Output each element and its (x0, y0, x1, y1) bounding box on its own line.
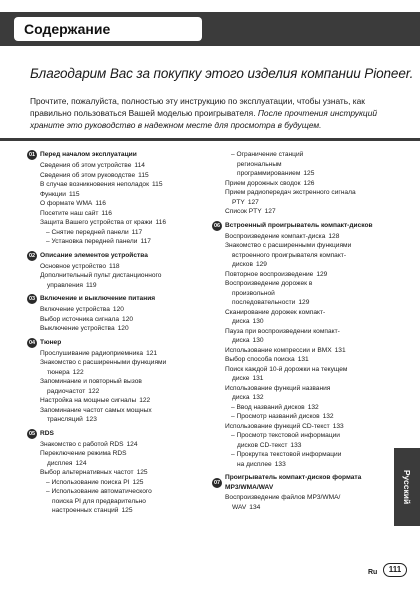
toc-page-number: 124 (126, 440, 138, 448)
toc-page-number: 117 (131, 228, 143, 236)
toc-page-number: 132 (252, 394, 264, 401)
page-number: 111 (383, 563, 407, 577)
toc-section (28, 251, 203, 291)
toc-entry (40, 305, 203, 315)
toc-page-number: 128 (328, 232, 340, 240)
toc-entry-text: О формате WMA (40, 200, 93, 207)
page-title: Содержание (14, 17, 202, 41)
toc-page-number: 132 (322, 413, 334, 420)
toc-entry (40, 281, 203, 291)
toc-entry-text: радиочастот (47, 387, 86, 395)
section-heading (212, 221, 388, 231)
toc-page-number: 121 (146, 349, 158, 357)
toc-entry-text: дисплея (47, 459, 73, 467)
toc-entry (225, 298, 388, 308)
language-side-label: Русский (402, 469, 412, 505)
toc-entry (225, 374, 388, 384)
toc-entry (225, 232, 388, 242)
toc-page-number: 116 (95, 200, 106, 207)
toc-entry (225, 493, 388, 503)
toc-page-number: 120 (117, 325, 129, 332)
toc-entry-text: Прием радиопередач экстренного сигнала (225, 189, 356, 196)
toc-entry-text: Воспроизведение компакт-диска (225, 232, 326, 240)
toc-entry-text: дисков (232, 261, 253, 268)
toc-entry (40, 171, 203, 181)
toc-section (28, 150, 203, 247)
toc-entry (225, 393, 388, 403)
toc-page-number: 125 (121, 507, 133, 514)
toc-page-number: 131 (252, 375, 264, 382)
section-number-badge: 05 (28, 430, 36, 437)
toc-entry-text: В случае возникновения неполадок (40, 181, 149, 188)
toc-page-number: 116 (155, 219, 166, 226)
toc-entry (225, 384, 388, 394)
toc-page-number: 115 (138, 171, 149, 179)
section-title: Встроенный проигрыватель компакт-дисков (225, 221, 373, 229)
toc-entry-text: последовательности (232, 299, 296, 306)
toc-entry (225, 346, 388, 356)
toc-entry (40, 180, 203, 190)
toc-entry (225, 365, 388, 375)
toc-entry-text: Повторное воспроизведение (225, 270, 314, 278)
toc-entry (40, 190, 203, 200)
toc-entry-text: дисков CD-текст (237, 441, 288, 449)
toc-entry (40, 262, 203, 272)
toc-right-column (213, 150, 388, 516)
toc-entry-text: региональным (237, 160, 282, 168)
toc-page-number: 122 (139, 397, 151, 404)
section-title: Перед началом эксплуатации (40, 151, 137, 159)
section-number-badge: 02 (28, 252, 36, 259)
toc-page-number: 126 (303, 179, 315, 187)
toc-page-number: 120 (122, 315, 134, 323)
toc-entry-text: произвольной (232, 289, 275, 297)
toc-entry-text: – Установка передней панели (46, 238, 138, 245)
section-number-badge: 07 (213, 479, 221, 486)
toc-entry-text: диске (232, 375, 250, 382)
toc-entry (40, 349, 203, 359)
toc-page-number: 122 (88, 387, 100, 395)
toc-entry (40, 218, 203, 228)
toc-entry-text: Переключение режима RDS (40, 450, 127, 457)
section-heading (27, 150, 203, 160)
toc-entry-text: Выбор источника сигнала (40, 315, 120, 323)
section-number-badge: 01 (28, 152, 36, 158)
toc-entry (225, 317, 388, 327)
toc-entry-text: Выбор способа поиска (225, 356, 295, 363)
toc-entry-text: Сканирование дорожек компакт- (225, 308, 326, 316)
toc-page-number: 114 (134, 162, 145, 169)
toc-entry-text: Воспроизведение дорожек в (225, 280, 313, 287)
section-number-badge: 06 (213, 222, 221, 229)
toc-entry (225, 251, 388, 261)
toc-page-number: 130 (252, 318, 264, 325)
section-number-badge: 03 (28, 296, 36, 302)
toc-entry (40, 506, 203, 516)
toc-entry (40, 161, 203, 171)
toc-page-number: 133 (332, 422, 344, 430)
language-code: Ru (368, 569, 378, 576)
intro-paragraph (30, 95, 392, 131)
toc-page-number: 116 (101, 209, 112, 217)
toc-entry (40, 497, 203, 507)
toc-entry-text: Посетите наш сайт (40, 209, 99, 217)
section-divider (0, 138, 420, 141)
toc-page-number: 120 (112, 306, 124, 313)
toc-page-number: 127 (264, 208, 276, 215)
toc-entry-text: управления (47, 281, 83, 289)
toc-entry-text: Настройка на мощные сигналы (40, 397, 137, 404)
toc-entry (225, 355, 388, 365)
toc-entry (40, 487, 203, 497)
toc-entry (40, 228, 203, 238)
toc-entry-text: диска (232, 318, 250, 325)
toc-entry-text: Основное устройство (40, 262, 107, 270)
toc-entry-text: – Использование автоматического (46, 488, 152, 495)
toc-page-number: 129 (316, 270, 328, 278)
toc-entry-text: Использование функций названия (225, 384, 331, 392)
toc-entry (40, 271, 203, 281)
toc-entry (40, 459, 203, 469)
toc-entry (225, 289, 388, 299)
toc-entry-text: Включение устройства (40, 306, 110, 313)
section-number-badge: 04 (28, 339, 36, 346)
toc-entry (40, 387, 203, 397)
toc-entry (40, 406, 203, 416)
toc-entry-text: Прослушивание радиоприемника (40, 349, 144, 357)
toc-entry-text: диска (232, 394, 250, 401)
toc-entry-text: – Ограничение станций (231, 151, 304, 158)
toc-entry (225, 188, 388, 198)
toc-entry-text: Выключение устройства (40, 325, 115, 332)
toc-page-number: 131 (297, 356, 309, 363)
toc-section (28, 338, 203, 425)
toc-entry-text: трансляций (47, 416, 83, 423)
toc-entry-text: PTY (232, 198, 245, 206)
toc-page-number: 125 (303, 170, 315, 177)
toc-page-number: 132 (307, 403, 319, 411)
toc-entry (225, 441, 388, 451)
toc-entry-text: Дополнительный пульт дистанционного (40, 272, 162, 279)
toc-entry (40, 324, 203, 334)
toc-section (213, 221, 388, 470)
section-title: Тюнер (40, 338, 62, 346)
toc-page-number: 117 (140, 238, 151, 245)
toc-section (213, 150, 388, 217)
toc-entry-text: Поиск каждой 10-й дорожки на текущем (225, 365, 348, 373)
toc-entry (225, 179, 388, 189)
toc-page-number: 129 (255, 261, 267, 268)
section-heading (27, 429, 203, 439)
toc-entry (225, 431, 388, 441)
toc-entry (40, 315, 203, 325)
toc-page-number: 130 (252, 337, 264, 344)
section-title: RDS (40, 429, 54, 437)
toc-entry-text: Знакомство с расширенными функциями (225, 242, 352, 249)
toc-entry (225, 422, 388, 432)
toc-page-number: 122 (72, 368, 84, 376)
toc-entry (40, 199, 203, 209)
toc-entry (225, 169, 388, 179)
toc-entry (40, 415, 203, 425)
section-title: Проигрыватель компакт-дисков формата MP3/WMA/WAV (225, 474, 362, 491)
toc-entry (225, 279, 388, 289)
toc-page-number: 125 (136, 469, 148, 476)
toc-entry (225, 403, 388, 413)
toc-page-number: 133 (290, 441, 302, 449)
toc-entry (225, 450, 388, 460)
toc-page-number: 127 (247, 198, 259, 206)
toc-entry-text: – Просмотр названий дисков (231, 413, 320, 420)
toc-page-number: 119 (85, 281, 97, 289)
toc-entry (225, 241, 388, 251)
toc-entry (40, 478, 203, 488)
toc-entry (40, 368, 203, 378)
toc-page-number: 124 (75, 459, 87, 467)
toc-entry-text: Использование функций CD-текст (225, 422, 330, 430)
intro-text: Прочтите, пожалуйста, полностью эту инструкцию по эксплуатации, чтобы узнать, как правильно пользоваться Вашей моделью проигрывателя. (30, 96, 365, 118)
toc-entry (225, 412, 388, 422)
toc-entry-text: тюнера (47, 368, 70, 376)
toc-page-number: 131 (334, 346, 346, 354)
toc-entry (225, 270, 388, 280)
toc-entry-text: Список PTY (225, 208, 262, 215)
toc-entry-text: Знакомство с работой RDS (40, 440, 124, 448)
toc-entry-text: Сведения об этом устройстве (40, 162, 132, 169)
toc-entry-text: – Прокрутка текстовой информации (231, 451, 342, 458)
toc-page-number: 115 (68, 190, 80, 198)
section-heading (27, 294, 203, 304)
toc-entry-text: – Просмотр текстовой информации (231, 432, 340, 439)
toc-entry (40, 237, 203, 247)
toc-entry (40, 358, 203, 368)
toc-entry (225, 260, 388, 270)
toc-entry (225, 460, 388, 470)
toc-entry-text: Защита Вашего устройства от кражи (40, 219, 153, 226)
thank-you-heading: Благодарим Вас за покупку этого изделия компании Pioneer. (30, 66, 414, 81)
toc-entry (225, 150, 388, 160)
toc-entry (225, 503, 388, 513)
toc-entry (40, 440, 203, 450)
toc-entry-text: Функции (40, 190, 66, 198)
toc-entry-text: настроенных станций (52, 507, 119, 514)
toc-entry (40, 449, 203, 459)
toc-entry-text: – Снятие передней панели (46, 228, 129, 236)
toc-entry-text: на дисплее (237, 460, 272, 468)
toc-entry-text: Запоминание частот самых мощных (40, 406, 152, 414)
toc-page-number: 134 (249, 503, 261, 511)
toc-page-number: 125 (132, 478, 144, 486)
toc-section (28, 294, 203, 334)
toc-entry (40, 209, 203, 219)
toc-entry-text: Запоминание и повторный вызов (40, 378, 142, 385)
toc-page-number: 123 (85, 416, 97, 423)
section-heading (212, 473, 388, 492)
toc-section (28, 429, 203, 516)
section-heading (27, 338, 203, 348)
toc-page-number: 118 (109, 262, 120, 270)
intro-italic-text: После прочтения инструкций храните это руководство в надежном месте для просмотра в будущем. (30, 108, 378, 130)
toc-entry (225, 207, 388, 217)
toc-entry-text: программированием (237, 170, 301, 177)
toc-entry (225, 336, 388, 346)
toc-left-column (28, 150, 203, 520)
toc-page-number: 133 (274, 460, 286, 468)
toc-entry-text: – Ввод названий дисков (231, 403, 305, 411)
toc-entry-text: Прием дорожных сводок (225, 179, 301, 187)
toc-entry-text: встроенного проигрывателя компакт- (232, 251, 347, 259)
section-title: Включение и выключение питания (40, 295, 156, 303)
toc-entry-text: Воспроизведение файлов MP3/WMA/ (225, 494, 341, 501)
toc-entry-text: Пауза при воспроизведении компакт- (225, 327, 340, 335)
toc-section (213, 473, 388, 512)
toc-entry-text: Выбор альтернативных частот (40, 469, 134, 476)
toc-entry-text: Сведения об этом руководстве (40, 171, 136, 179)
section-title: Описание элементов устройства (40, 251, 148, 259)
toc-entry-text: Использование компрессии и BMX (225, 346, 332, 354)
toc-entry (225, 198, 388, 208)
toc-entry-text: Знакомство с расширенными функциями (40, 359, 167, 366)
toc-entry (225, 308, 388, 318)
toc-entry-text: поиска PI для предварительно (52, 497, 146, 505)
toc-entry (225, 160, 388, 170)
toc-entry (40, 377, 203, 387)
toc-page-number: 115 (151, 181, 163, 188)
toc-entry (40, 396, 203, 406)
section-heading (27, 251, 203, 261)
toc-page-number: 129 (298, 299, 310, 306)
toc-entry-text: – Использование поиска PI (46, 478, 130, 486)
toc-entry-text: WAV (232, 503, 247, 511)
toc-entry (40, 468, 203, 478)
toc-entry (225, 327, 388, 337)
toc-entry-text: диска (232, 337, 250, 344)
